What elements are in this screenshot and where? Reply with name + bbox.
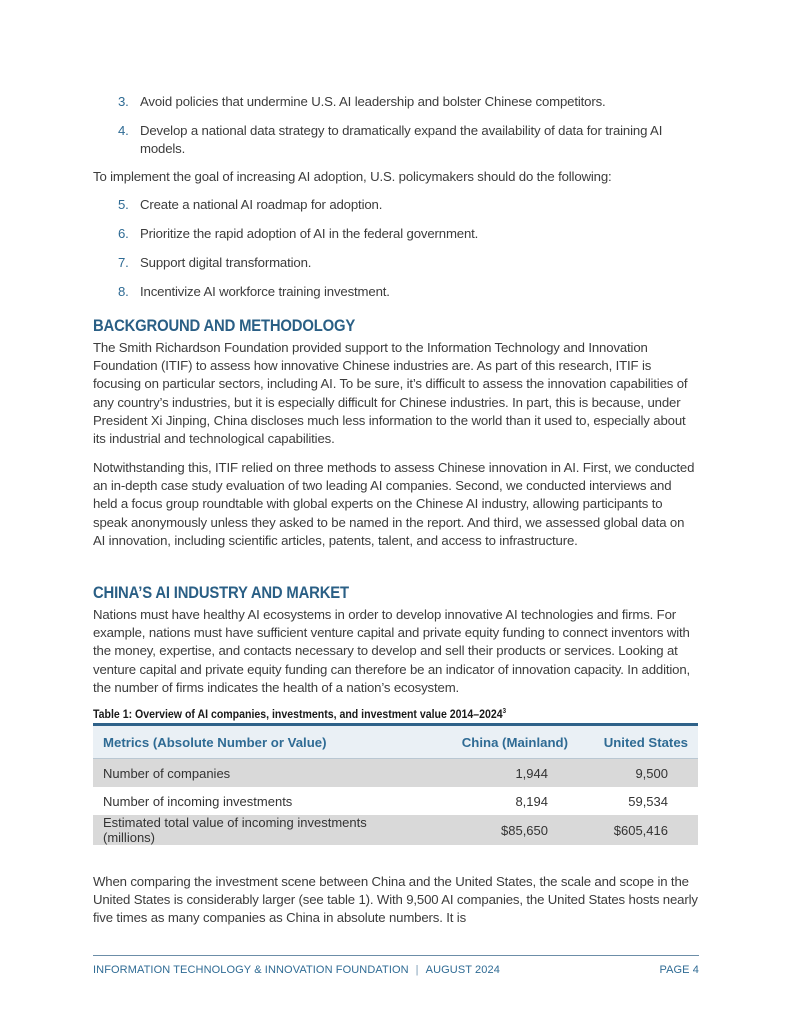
list-text: Prioritize the rapid adoption of AI in the federal government. <box>140 226 479 241</box>
list-text: Support digital transformation. <box>140 255 312 270</box>
table-row <box>93 759 698 788</box>
list-number: 6. <box>118 226 129 241</box>
table-header-row <box>93 725 698 759</box>
page-number: PAGE 4 <box>659 964 699 976</box>
footer-date: AUGUST 2024 <box>425 964 500 976</box>
list-text: Incentivize AI workforce training investment. <box>140 284 390 299</box>
metric-cell: Estimated total value of incoming investments (millions) <box>103 815 367 845</box>
section-heading-market: CHINA’S AI INDUSTRY AND MARKET <box>93 584 349 602</box>
list-number: 8. <box>118 284 129 299</box>
china-value-cell: 1,944 <box>428 759 578 788</box>
metric-cell: Number of companies <box>93 759 428 788</box>
footer-left <box>93 964 500 976</box>
background-paragraph-1: The Smith Richardson Foundation provided support to the Information Technology and Innovation Foundation (ITIF) to assess how innovative Chinese industries are. As part of this research, ITIF is focusing on particular sectors, including AI. To be sure, it’s difficult to assess the innovation capabilities of any country’s industries, but it is especially difficult for Chinese industries. In part, this is because, under President Xi Jinping, China discloses much less information to the world than it used to, especially about its industrial and technological capabilities. <box>93 340 688 447</box>
table-caption-footnote: 3 <box>502 708 507 715</box>
table-row <box>93 815 698 845</box>
table-row <box>93 787 698 815</box>
list-number: 4. <box>118 123 129 138</box>
list-text: Develop a national data strategy to dramatically expand the availability of data for training AI models. <box>140 123 663 157</box>
footer-organization: INFORMATION TECHNOLOGY & INNOVATION FOUNDATION <box>93 964 409 976</box>
china-value-cell: $85,650 <box>501 822 548 838</box>
metric-cell: Number of incoming investments <box>103 793 293 809</box>
ai-overview-table <box>93 723 698 845</box>
list-number: 7. <box>118 255 129 270</box>
column-header-us: United States <box>603 734 688 750</box>
us-value-cell: 9,500 <box>578 759 698 788</box>
footer-separator: | <box>415 964 419 976</box>
table-caption <box>93 707 626 721</box>
closing-paragraph: When comparing the investment scene between China and the United States, the scale and scope in the United States is considerably larger (see table 1). With 9,500 AI companies, the United States hosts nearly five times as many companies as China in absolute numbers. It is <box>93 874 698 926</box>
column-header-metrics: Metrics (Absolute Number or Value) <box>103 734 327 750</box>
us-value-cell: $605,416 <box>613 822 668 838</box>
table-caption-text: Table 1: Overview of AI companies, investments, and investment value 2014–2024 <box>93 707 503 721</box>
list-text: Avoid policies that undermine U.S. AI leadership and bolster Chinese competitors. <box>140 94 606 109</box>
list-number: 3. <box>118 94 129 109</box>
list-number: 5. <box>118 197 129 212</box>
us-value-cell: 59,534 <box>628 793 668 809</box>
section-heading-background: BACKGROUND AND METHODOLOGY <box>93 317 356 335</box>
background-paragraph-2: Notwithstanding this, ITIF relied on three methods to assess Chinese innovation in AI. First, we conducted an in-depth case study evaluation of two leading AI companies. Second, we conducted interviews and held a focus group roundtable with global experts on the Chinese AI industry, allowing participants to speak anonymously unless they asked to be named in the report. And third, we assessed global data on AI innovation, including scientific articles, patents, talent, and access to infrastructure. <box>93 460 695 548</box>
intro-adoption-text: To implement the goal of increasing AI adoption, U.S. policymakers should do the following: <box>93 169 612 184</box>
china-value-cell: 8,194 <box>515 793 548 809</box>
list-text: Create a national AI roadmap for adoption. <box>140 197 383 212</box>
column-header-china: China (Mainland) <box>461 734 568 750</box>
market-paragraph: Nations must have healthy AI ecosystems in order to develop innovative AI technologies and firms. For example, nations must have sufficient venture capital and private equity funding to connect inventors with the money, expertise, and contacts necessary to develop and sell their products or services. Looking at venture capital and private equity funding can therefore be an indicator of innovation capacity. In addition, the number of firms indicates the health of a nation’s ecosystem. <box>93 607 691 695</box>
footer-divider <box>93 955 699 956</box>
